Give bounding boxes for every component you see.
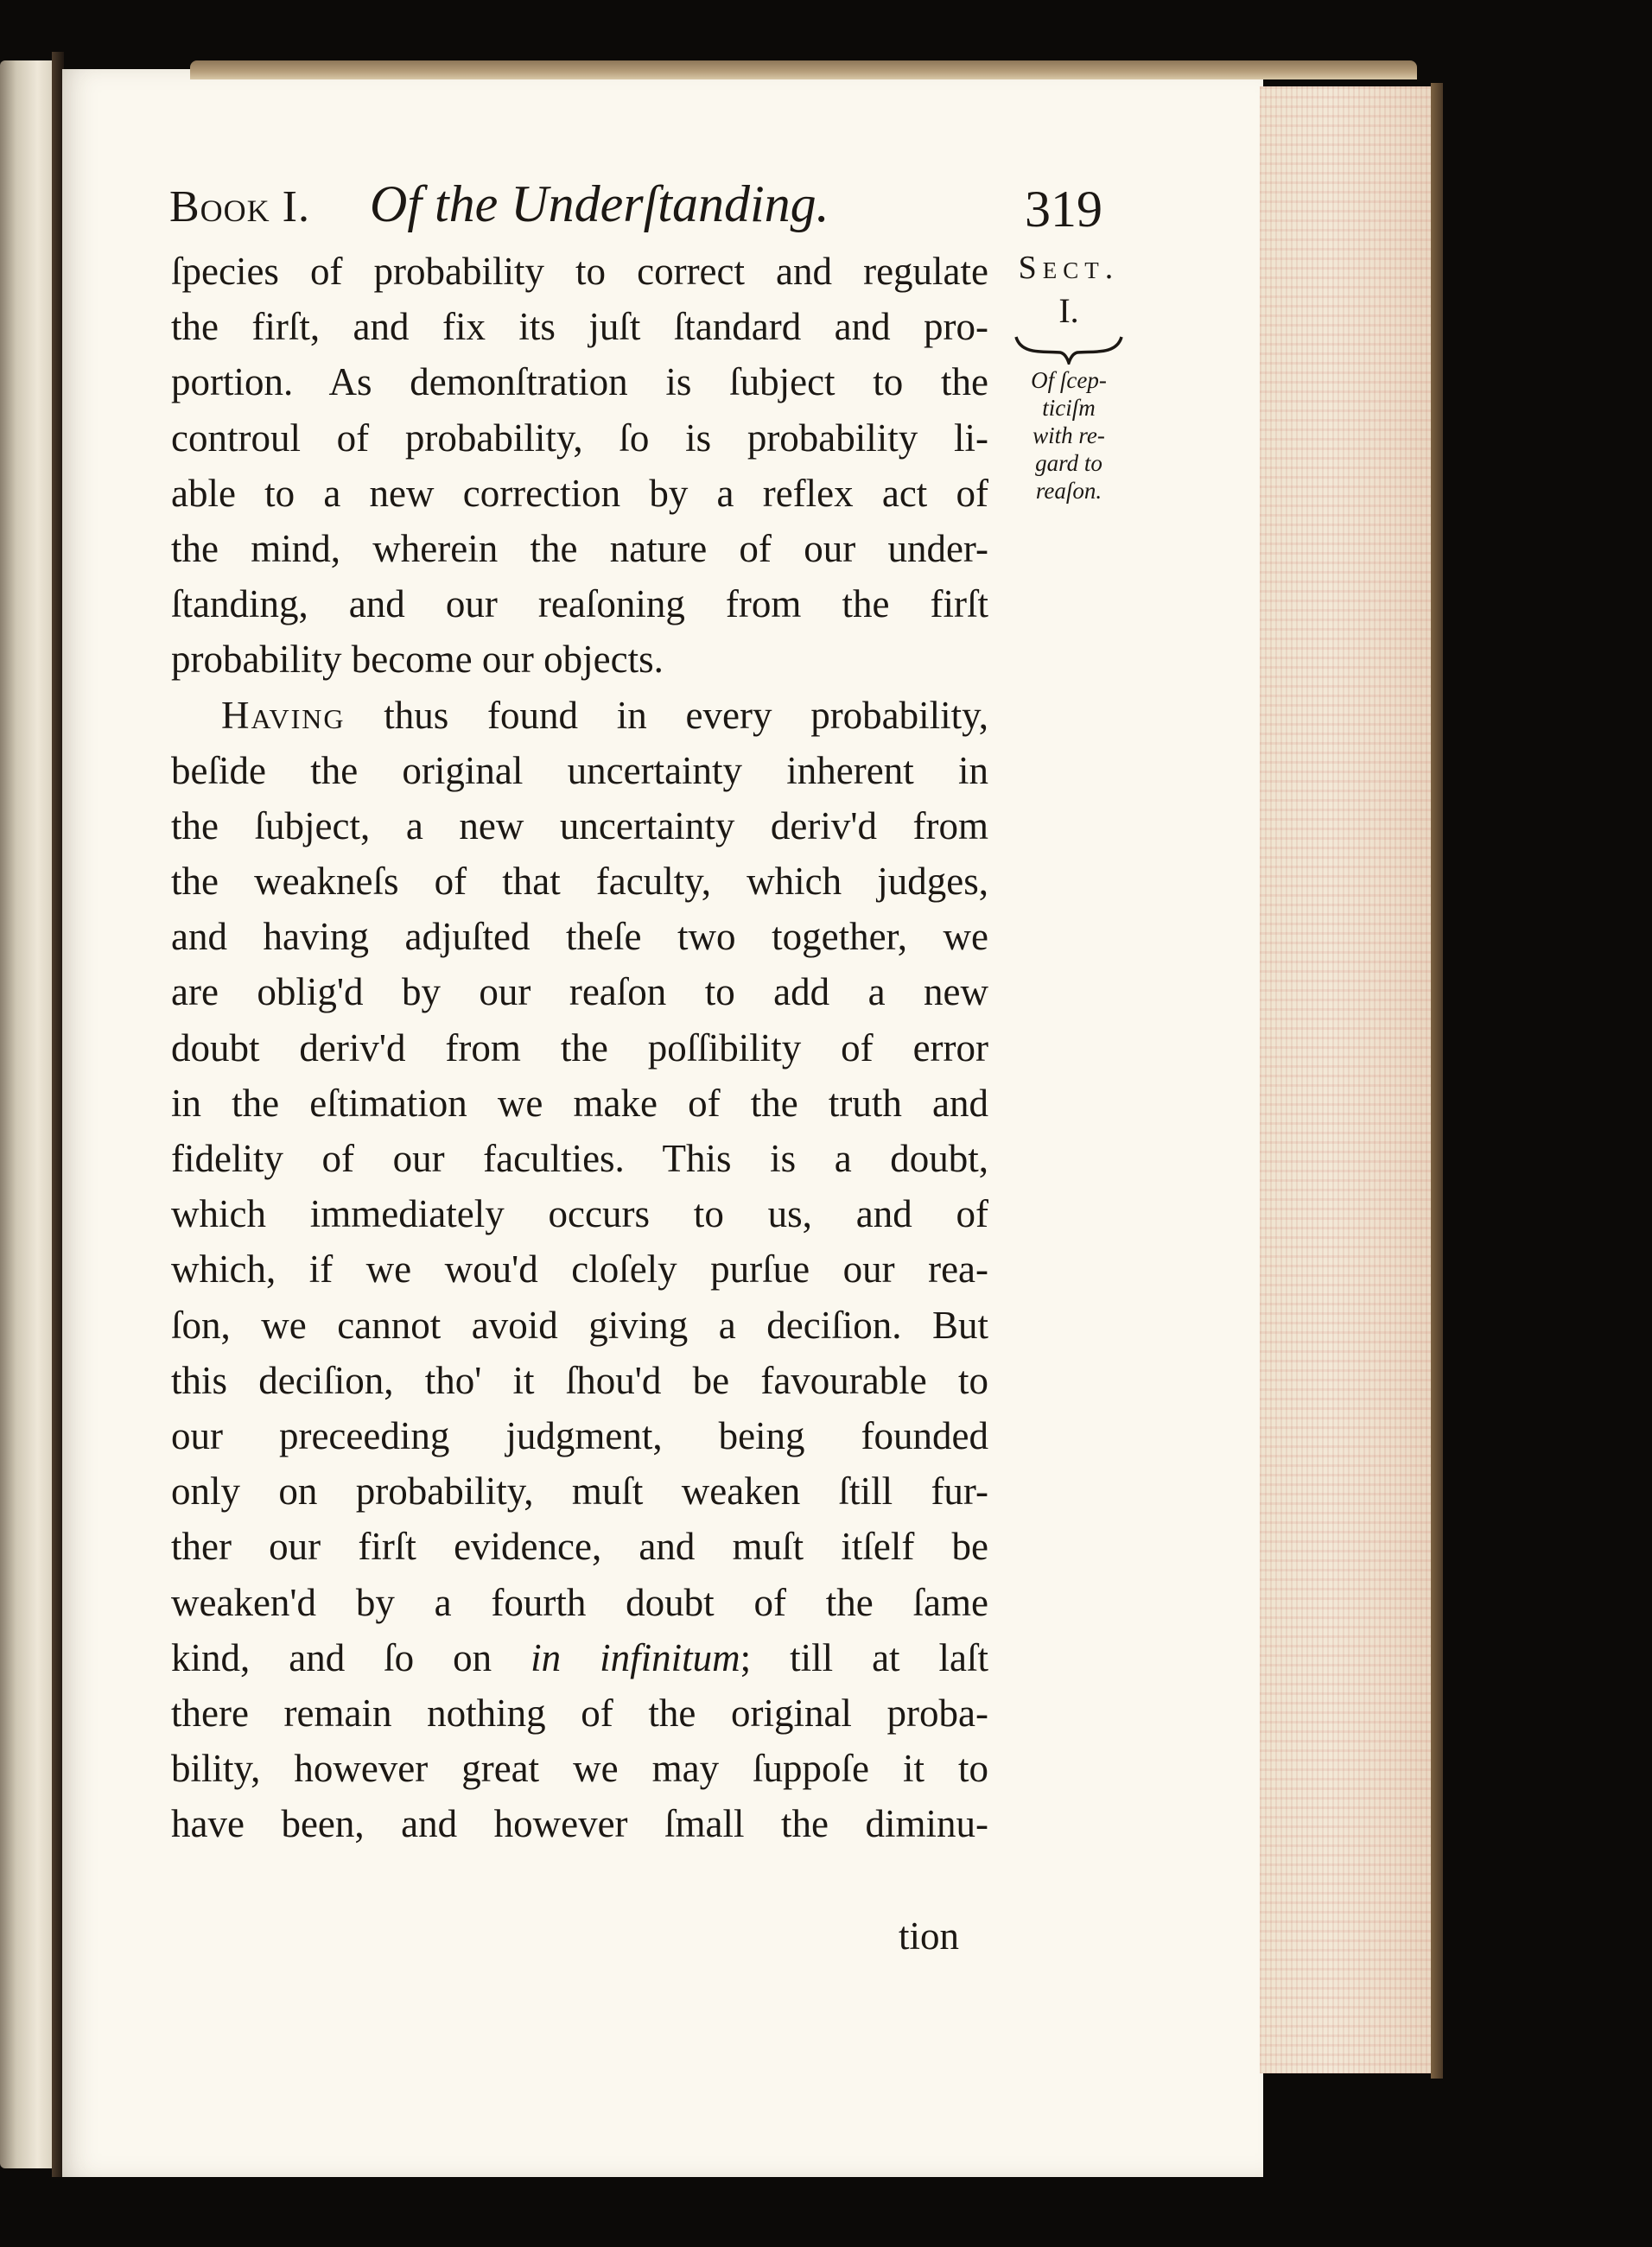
- section-label: Sect.: [1018, 250, 1120, 286]
- margin-note-line: ticiſm: [1042, 395, 1096, 421]
- text-line: are oblig'd by our reaſon to add a new: [171, 970, 988, 1014]
- text-line-italic-phrase: [171, 1630, 988, 1685]
- curly-brace-icon: [1013, 333, 1125, 365]
- text-line: which, if we wou'd cloſely purſue our rea-: [171, 1247, 988, 1292]
- margin-note-line: with re-: [1032, 422, 1105, 448]
- text-line: weaken'd by a fourth doubt of the ſame: [171, 1580, 988, 1624]
- text-line: this deciſion, tho' it ſhou'd be favourable to: [171, 1358, 988, 1402]
- facing-page-edge: [0, 60, 54, 2168]
- body-text: [171, 244, 988, 1851]
- margin-note-line: Of ſcep-: [1031, 367, 1107, 393]
- margin-note-text: [1004, 366, 1134, 505]
- latin-phrase: in infinitum: [531, 1635, 740, 1679]
- running-head: [169, 173, 1102, 251]
- drop-word: Having: [221, 693, 346, 737]
- fore-edge-pages: [1260, 86, 1436, 2073]
- margin-note-line: reaſon.: [1035, 478, 1102, 504]
- text-line: ther our firſt evidence, and muſt itſelf be: [171, 1525, 988, 1569]
- running-head-book: Book I.: [169, 182, 310, 232]
- text-line: and having adjuſted theſe two together, we: [171, 915, 988, 959]
- text-line: able to a new correction by a reflex act of: [171, 471, 988, 515]
- text-line: the mind, wherein the nature of our under-: [171, 526, 988, 570]
- text-line: have been, and however ſmall the diminu-: [171, 1802, 988, 1846]
- text-line: probability become our objects.: [171, 638, 664, 682]
- text-line: the ſubject, a new uncertainty deriv'd from: [171, 803, 988, 847]
- text-line: which immediately occurs to us, and of: [171, 1192, 988, 1236]
- text-line: ſpecies of probability to correct and regulate: [171, 250, 988, 293]
- text-line: there remain nothing of the original proba-: [171, 1691, 988, 1735]
- text-line: doubt deriv'd from the poſſibility of error: [171, 1025, 988, 1070]
- section-number: I.: [1058, 291, 1079, 330]
- text-line: in the eſtimation we make of the truth and: [171, 1081, 988, 1125]
- text-line: the weakneſs of that faculty, which judges,: [171, 860, 988, 904]
- page-top-edge: [190, 60, 1417, 79]
- text-line: bility, however great we may ſuppoſe it to: [171, 1747, 988, 1791]
- line-end: ; till at laſt: [740, 1635, 988, 1679]
- margin-note-line: gard to: [1035, 450, 1102, 476]
- catchword: tion: [899, 1914, 960, 1958]
- text-line: our preceeding judgment, being founded: [171, 1413, 988, 1457]
- binding-edge: [1431, 83, 1443, 2079]
- line-start: kind, and ſo on: [171, 1635, 531, 1679]
- running-head-title: Of the Underſtanding.: [370, 175, 829, 232]
- text-line: beſide the original uncertainty inherent in: [171, 748, 988, 792]
- paragraph-first-rest: thus found in every probability,: [345, 693, 988, 737]
- text-line: controul of probability, ſo is probability li-: [171, 416, 988, 460]
- page-number: 319: [1025, 181, 1102, 238]
- text-line: portion. As demonſtration is ſubject to the: [171, 360, 988, 404]
- margin-note: [1004, 245, 1134, 505]
- text-line: ſon, we cannot avoid giving a deciſion. But: [171, 1303, 988, 1347]
- text-line: ſtanding, and our reaſoning from the firſt: [171, 582, 988, 626]
- paragraph-first-line: [171, 688, 988, 743]
- text-line: the firſt, and fix its juſt ſtandard and pro-: [171, 305, 988, 349]
- text-line: only on probability, muſt weaken ſtill fur-: [171, 1469, 988, 1514]
- text-line: fidelity of our faculties. This is a doubt,: [171, 1137, 988, 1180]
